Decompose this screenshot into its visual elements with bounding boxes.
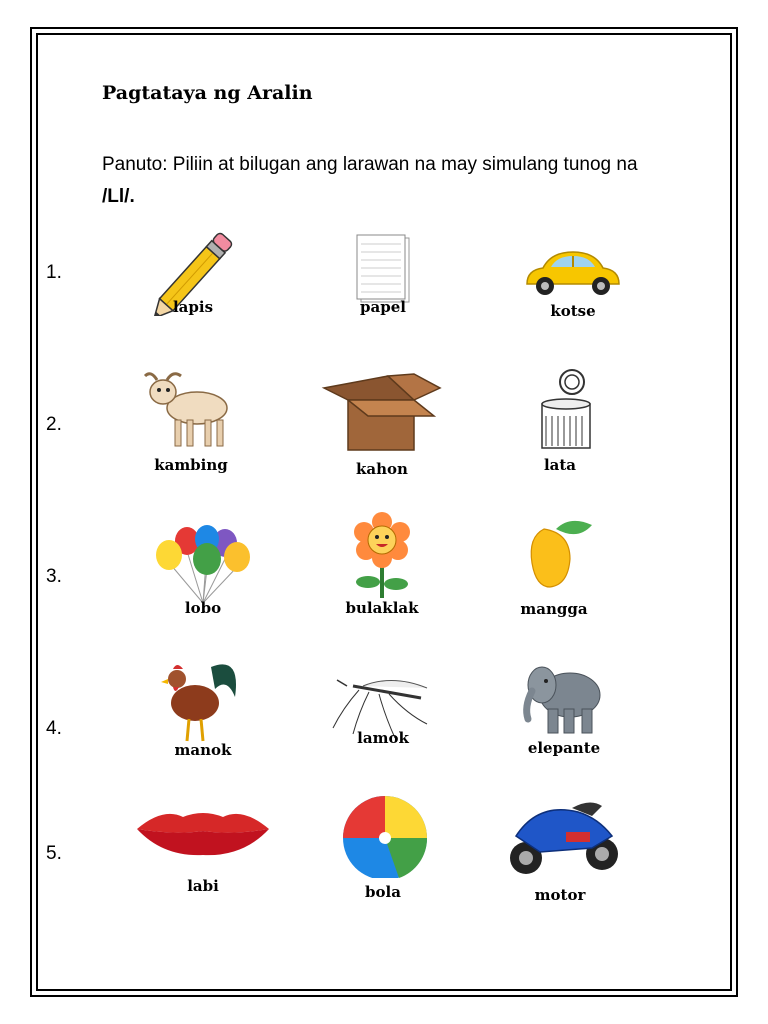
choice-labi[interactable]: [123, 805, 283, 915]
instruction-emphasis: /Ll/.: [102, 186, 135, 207]
choice-label: labi: [187, 877, 219, 895]
instruction: [102, 149, 702, 213]
motorcycle-icon: [480, 792, 640, 878]
item-number: 5.: [46, 843, 62, 864]
choice-label: elepante: [527, 739, 601, 757]
choice-label: lapis: [172, 298, 214, 316]
choice-label: kambing: [154, 456, 228, 474]
choice-label: motor: [534, 886, 586, 904]
can-icon: [480, 368, 640, 454]
ball-icon: [303, 792, 463, 878]
item-number: 2.: [46, 414, 62, 435]
choice-kotse[interactable]: [493, 232, 653, 342]
choice-manok[interactable]: [123, 657, 283, 767]
choice-label: kahon: [356, 460, 408, 478]
choice-label: mangga: [520, 600, 588, 618]
choice-label: bola: [365, 883, 401, 901]
box-icon: [302, 370, 462, 456]
goat-icon: [111, 370, 271, 456]
choice-motor[interactable]: [480, 792, 640, 902]
mango-icon: [474, 515, 634, 601]
choice-label: kotse: [550, 302, 596, 320]
choice-label: lobo: [184, 599, 222, 617]
choice-label: lata: [543, 456, 577, 474]
item-number: 4.: [46, 718, 62, 739]
choice-label: manok: [174, 741, 232, 759]
item-number: 1.: [46, 262, 62, 283]
choice-elepante[interactable]: [484, 657, 644, 767]
choice-lapis[interactable]: [113, 230, 273, 340]
choice-bulaklak[interactable]: [302, 512, 462, 622]
item-number: 3.: [46, 566, 62, 587]
choice-kambing[interactable]: [111, 370, 271, 480]
choice-lata[interactable]: [480, 368, 640, 478]
page-title: Pagtataya ng Aralin: [102, 82, 313, 104]
choice-lamok[interactable]: [303, 664, 463, 774]
choice-label: bulaklak: [345, 599, 419, 617]
choice-lobo[interactable]: [123, 525, 283, 635]
elephant-icon: [484, 657, 644, 743]
rooster-icon: [123, 657, 283, 743]
choice-mangga[interactable]: [474, 515, 634, 625]
choice-label: lamok: [357, 729, 409, 747]
instruction-text: Panuto: Piliin at bilugan ang larawan na may simulang tunog na: [102, 154, 638, 175]
flower-icon: [302, 512, 462, 598]
choice-papel[interactable]: [303, 230, 463, 340]
choice-kahon[interactable]: [302, 370, 462, 480]
choice-label: papel: [360, 298, 406, 316]
choice-bola[interactable]: [303, 792, 463, 902]
